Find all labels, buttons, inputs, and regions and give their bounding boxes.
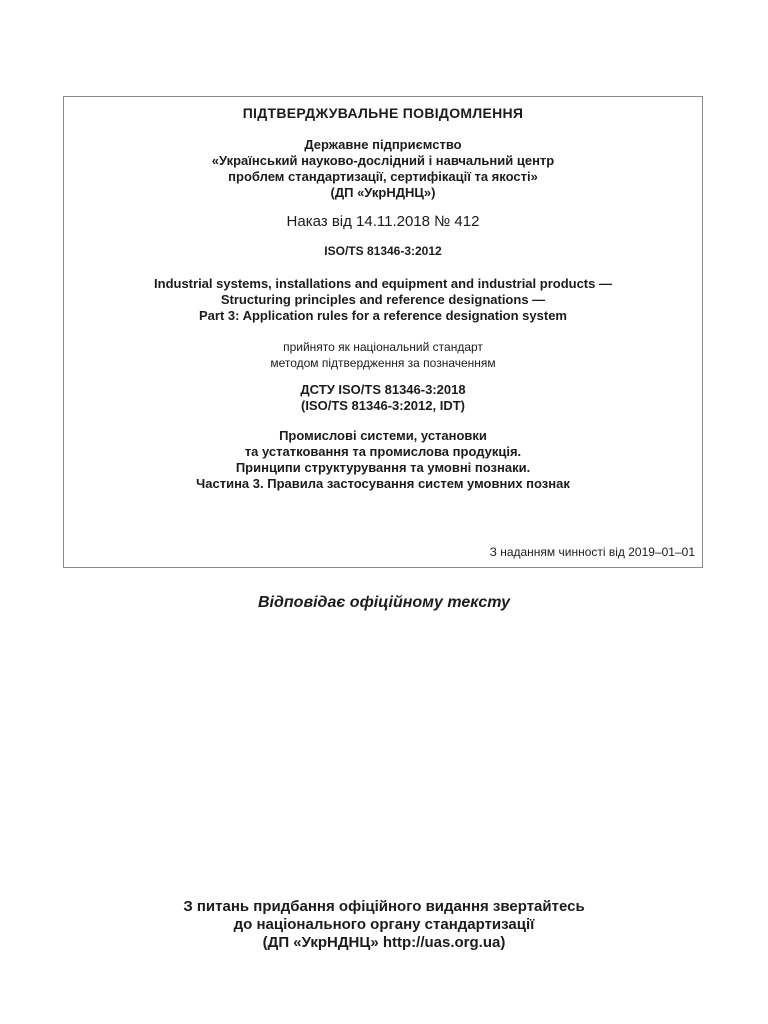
english-title-block bbox=[64, 276, 702, 324]
english-title-line: Part 3: Application rules for a reference designation system bbox=[199, 308, 567, 323]
ukrainian-title-line: Принципи структурування та умовні познаки. bbox=[235, 460, 531, 475]
dstu-designation-line: ДСТУ ISO/TS 81346-3:2018 bbox=[300, 382, 466, 397]
dstu-designation-line: (ISO/TS 81346-3:2012, IDT) bbox=[300, 398, 465, 413]
organization-line: (ДП «УкрНДНЦ») bbox=[330, 185, 436, 200]
organization-line: проблем стандартизації, сертифікації та якості» bbox=[228, 169, 538, 184]
organization-line: Державне підприємство bbox=[304, 137, 462, 152]
order-reference: Наказ від 14.11.2018 № 412 bbox=[286, 213, 480, 230]
iso-code: ISO/TS 81346-3:2012 bbox=[324, 244, 442, 258]
notice-heading: ПІДТВЕРДЖУВАЛЬНЕ ПОВІДОМЛЕННЯ bbox=[242, 105, 524, 121]
organization-line: «Український науково-дослідний і навчальний центр bbox=[211, 153, 555, 168]
organization-block bbox=[64, 137, 702, 201]
effective-date: З наданням чинності від 2019–01–01 bbox=[489, 545, 695, 559]
contact-line: З питань придбання офіційного видання звертайтесь bbox=[183, 898, 585, 915]
adoption-line: прийнято як національний стандарт bbox=[283, 340, 483, 354]
ukrainian-title-line: та устатковання та промислова продукція. bbox=[244, 444, 522, 459]
official-text-statement: Відповідає офіційному тексту bbox=[258, 594, 510, 611]
contact-line: (ДП «УкрНДНЦ» http://uas.org.ua) bbox=[262, 934, 506, 951]
adoption-method-block bbox=[64, 339, 702, 371]
ukrainian-title-line: Промислові системи, установки bbox=[279, 428, 487, 443]
contact-line: до національного органу стандартизації bbox=[233, 916, 535, 933]
english-title-line: Industrial systems, installations and equipment and industrial products — bbox=[154, 276, 612, 291]
confirmation-notice-box bbox=[63, 96, 703, 568]
contact-block bbox=[0, 898, 768, 952]
ukrainian-title-line: Частина 3. Правила застосування систем умовних познак bbox=[196, 476, 570, 491]
adoption-line: методом підтвердження за позначенням bbox=[270, 356, 496, 370]
ukrainian-title-block bbox=[64, 428, 702, 492]
english-title-line: Structuring principles and reference designations — bbox=[220, 292, 546, 307]
dstu-designation-block bbox=[64, 382, 702, 414]
